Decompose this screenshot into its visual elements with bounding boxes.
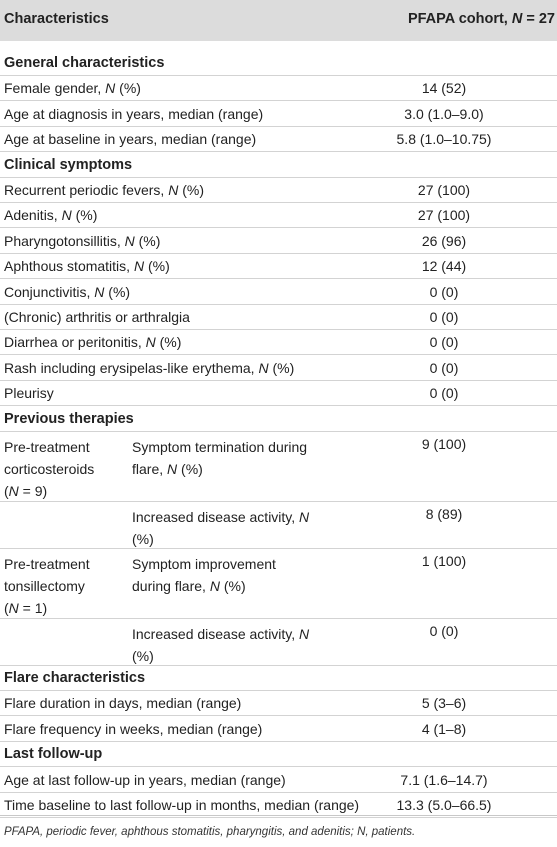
row-label <box>4 284 130 300</box>
therapy-description <box>132 553 337 597</box>
section-label <box>4 157 132 173</box>
row-value: 0 (0) <box>429 309 459 325</box>
section-label <box>4 746 102 762</box>
therapy-group <box>4 436 124 502</box>
therapy-row <box>0 432 557 502</box>
section-header-row <box>0 742 557 767</box>
row-label-n: N <box>94 284 105 300</box>
table-row <box>0 768 557 793</box>
therapy-group-line: Pre-treatment <box>4 556 90 572</box>
row-value: 13.3 (5.0–66.5) <box>396 797 492 813</box>
table-row <box>0 229 557 254</box>
row-label-n: N <box>124 233 135 249</box>
therapy-desc-pre: during flare, <box>132 578 210 594</box>
header-cohort-suffix: = 27 <box>522 11 555 27</box>
therapy-group-n: N <box>8 483 19 499</box>
row-value: 0 (0) <box>429 623 459 639</box>
row-value: 0 (0) <box>429 284 459 300</box>
table-header <box>0 0 557 41</box>
table-row <box>0 203 557 228</box>
row-label-text: Previous therapies <box>4 411 134 427</box>
section-header-row <box>0 153 557 178</box>
row-label <box>4 721 262 737</box>
row-label <box>4 797 359 813</box>
row-label-tail: (%) <box>144 258 170 274</box>
row-label-text: Recurrent periodic fevers, <box>4 182 169 198</box>
table-row <box>0 356 557 381</box>
section-header-row <box>0 666 557 691</box>
row-label-n: N <box>133 258 145 274</box>
therapy-group-line: tonsillectomy <box>4 578 85 594</box>
row-value: 14 (52) <box>421 80 467 96</box>
row-label <box>4 182 204 198</box>
table-row <box>0 178 557 203</box>
row-label <box>4 233 160 249</box>
row-value: 5 (3–6) <box>421 695 467 711</box>
row-label <box>4 772 286 788</box>
table-row <box>0 691 557 716</box>
table-row <box>0 717 557 742</box>
row-value: 27 (100) <box>417 182 471 198</box>
row-value: 26 (96) <box>421 233 467 249</box>
therapy-group-rest: = 1) <box>18 600 48 616</box>
row-label-text: Clinical symptoms <box>4 157 133 173</box>
row-label <box>4 385 54 401</box>
row-label-text: Flare duration in days, median (range) <box>4 695 242 711</box>
row-value: 0 (0) <box>429 334 459 350</box>
header-cohort <box>408 11 555 27</box>
therapy-desc-pre: Increased disease activity, <box>132 626 300 642</box>
row-value: 0 (0) <box>429 360 459 376</box>
therapy-description <box>132 436 337 480</box>
row-value: 0 (0) <box>429 385 459 401</box>
therapy-group <box>4 553 124 619</box>
row-label-text: Age at diagnosis in years, median (range) <box>4 106 264 122</box>
header-characteristics: Characteristics <box>4 11 109 27</box>
row-label-text: Flare characteristics <box>4 670 146 686</box>
row-label-tail: (%) <box>115 80 141 96</box>
therapy-desc-n: N <box>299 509 310 525</box>
row-label-text: Conjunctivitis, <box>4 284 95 300</box>
row-label-n: N <box>258 360 269 376</box>
therapy-desc-rest: (%) <box>219 578 246 594</box>
therapy-desc-line: Symptom improvement <box>132 556 276 572</box>
row-label-tail: (%) <box>104 284 131 300</box>
row-label-tail: (%) <box>134 233 161 249</box>
therapy-desc-n: N <box>209 578 220 594</box>
row-value: 8 (89) <box>425 506 463 522</box>
therapy-group-open: ( <box>4 483 9 499</box>
row-label-text: Diarrhea or peritonitis, <box>4 334 146 350</box>
therapy-description <box>132 506 337 550</box>
row-label-text: Flare frequency in weeks, median (range) <box>4 721 263 737</box>
row-label-text: General characteristics <box>4 55 165 71</box>
row-value: 27 (100) <box>417 207 471 223</box>
row-label <box>4 131 256 147</box>
row-label <box>4 309 190 325</box>
row-label-text: Last follow-up <box>4 746 103 762</box>
row-label-n: N <box>105 80 116 96</box>
row-label <box>4 106 263 122</box>
row-label-text: Rash including erysipelas-like erythema, <box>4 360 259 376</box>
row-label-text: Adenitis, <box>4 207 62 223</box>
row-value: 1 (100) <box>421 553 467 569</box>
row-label <box>4 360 294 376</box>
section-label <box>4 411 134 427</box>
row-value: 3.0 (1.0–9.0) <box>404 106 484 122</box>
row-label <box>4 695 241 711</box>
therapy-desc-line: Symptom termination during <box>132 439 308 455</box>
therapy-desc-line: (%) <box>132 648 154 664</box>
therapy-row <box>0 619 557 666</box>
row-label-text: Time baseline to last follow-up in months, median (range) <box>4 797 360 813</box>
table-row <box>0 330 557 355</box>
therapy-desc-pre: Increased disease activity, <box>132 509 300 525</box>
therapy-row <box>0 549 557 619</box>
therapy-group-line: Pre-treatment <box>4 439 90 455</box>
row-label-text: Age at last follow-up in years, median (range) <box>4 772 286 788</box>
row-label <box>4 80 141 96</box>
row-label-tail: (%) <box>268 360 295 376</box>
row-label-text: (Chronic) arthritis or arthralgia <box>4 309 190 325</box>
header-cohort-prefix: PFAPA cohort, <box>407 11 512 27</box>
therapy-group-n: N <box>8 600 19 616</box>
table-row <box>0 280 557 305</box>
header-cohort-n: N <box>511 11 523 27</box>
row-label <box>4 334 181 350</box>
row-value: 5.8 (1.0–10.75) <box>396 131 492 147</box>
table-bottom-rule <box>0 815 557 816</box>
table-row <box>0 254 557 279</box>
table-row <box>0 381 557 406</box>
therapy-desc-pre: flare, <box>132 461 168 477</box>
row-label-tail: (%) <box>178 182 204 198</box>
therapy-desc-rest: (%) <box>177 461 203 477</box>
row-label-tail: (%) <box>155 334 182 350</box>
therapy-description <box>132 623 337 667</box>
row-label-text: Female gender, <box>4 80 106 96</box>
therapy-desc-n: N <box>167 461 178 477</box>
row-label-text: Pharyngotonsillitis, <box>4 233 125 249</box>
row-label-text: Age at baseline in years, median (range) <box>4 131 257 147</box>
therapy-group-open: ( <box>4 600 9 616</box>
row-label-tail: (%) <box>71 207 98 223</box>
row-value: 12 (44) <box>421 258 467 274</box>
row-value: 9 (100) <box>421 436 467 452</box>
row-label-text: Aphthous stomatitis, <box>4 258 134 274</box>
section-label <box>4 55 164 71</box>
table-row <box>0 102 557 127</box>
therapy-desc-line: (%) <box>132 531 154 547</box>
section-header-row <box>0 407 557 432</box>
therapy-desc-n: N <box>299 626 310 642</box>
row-label-text: Pleurisy <box>4 385 54 401</box>
row-value: 7.1 (1.6–14.7) <box>400 772 488 788</box>
section-header-row <box>0 51 557 76</box>
therapy-group-line: corticosteroids <box>4 461 95 477</box>
table-row <box>0 305 557 330</box>
table-row <box>0 127 557 152</box>
therapy-group-rest: = 9) <box>18 483 48 499</box>
row-label <box>4 207 97 223</box>
row-label <box>4 258 170 274</box>
row-value: 4 (1–8) <box>421 721 467 737</box>
row-label-n: N <box>61 207 72 223</box>
row-label-n: N <box>168 182 179 198</box>
row-label-n: N <box>145 334 156 350</box>
therapy-row <box>0 502 557 549</box>
table-footnote: PFAPA, periodic fever, aphthous stomatitis, pharyngitis, and adenitis; N, patients. <box>4 826 416 838</box>
section-label <box>4 670 145 686</box>
table-row <box>0 76 557 101</box>
